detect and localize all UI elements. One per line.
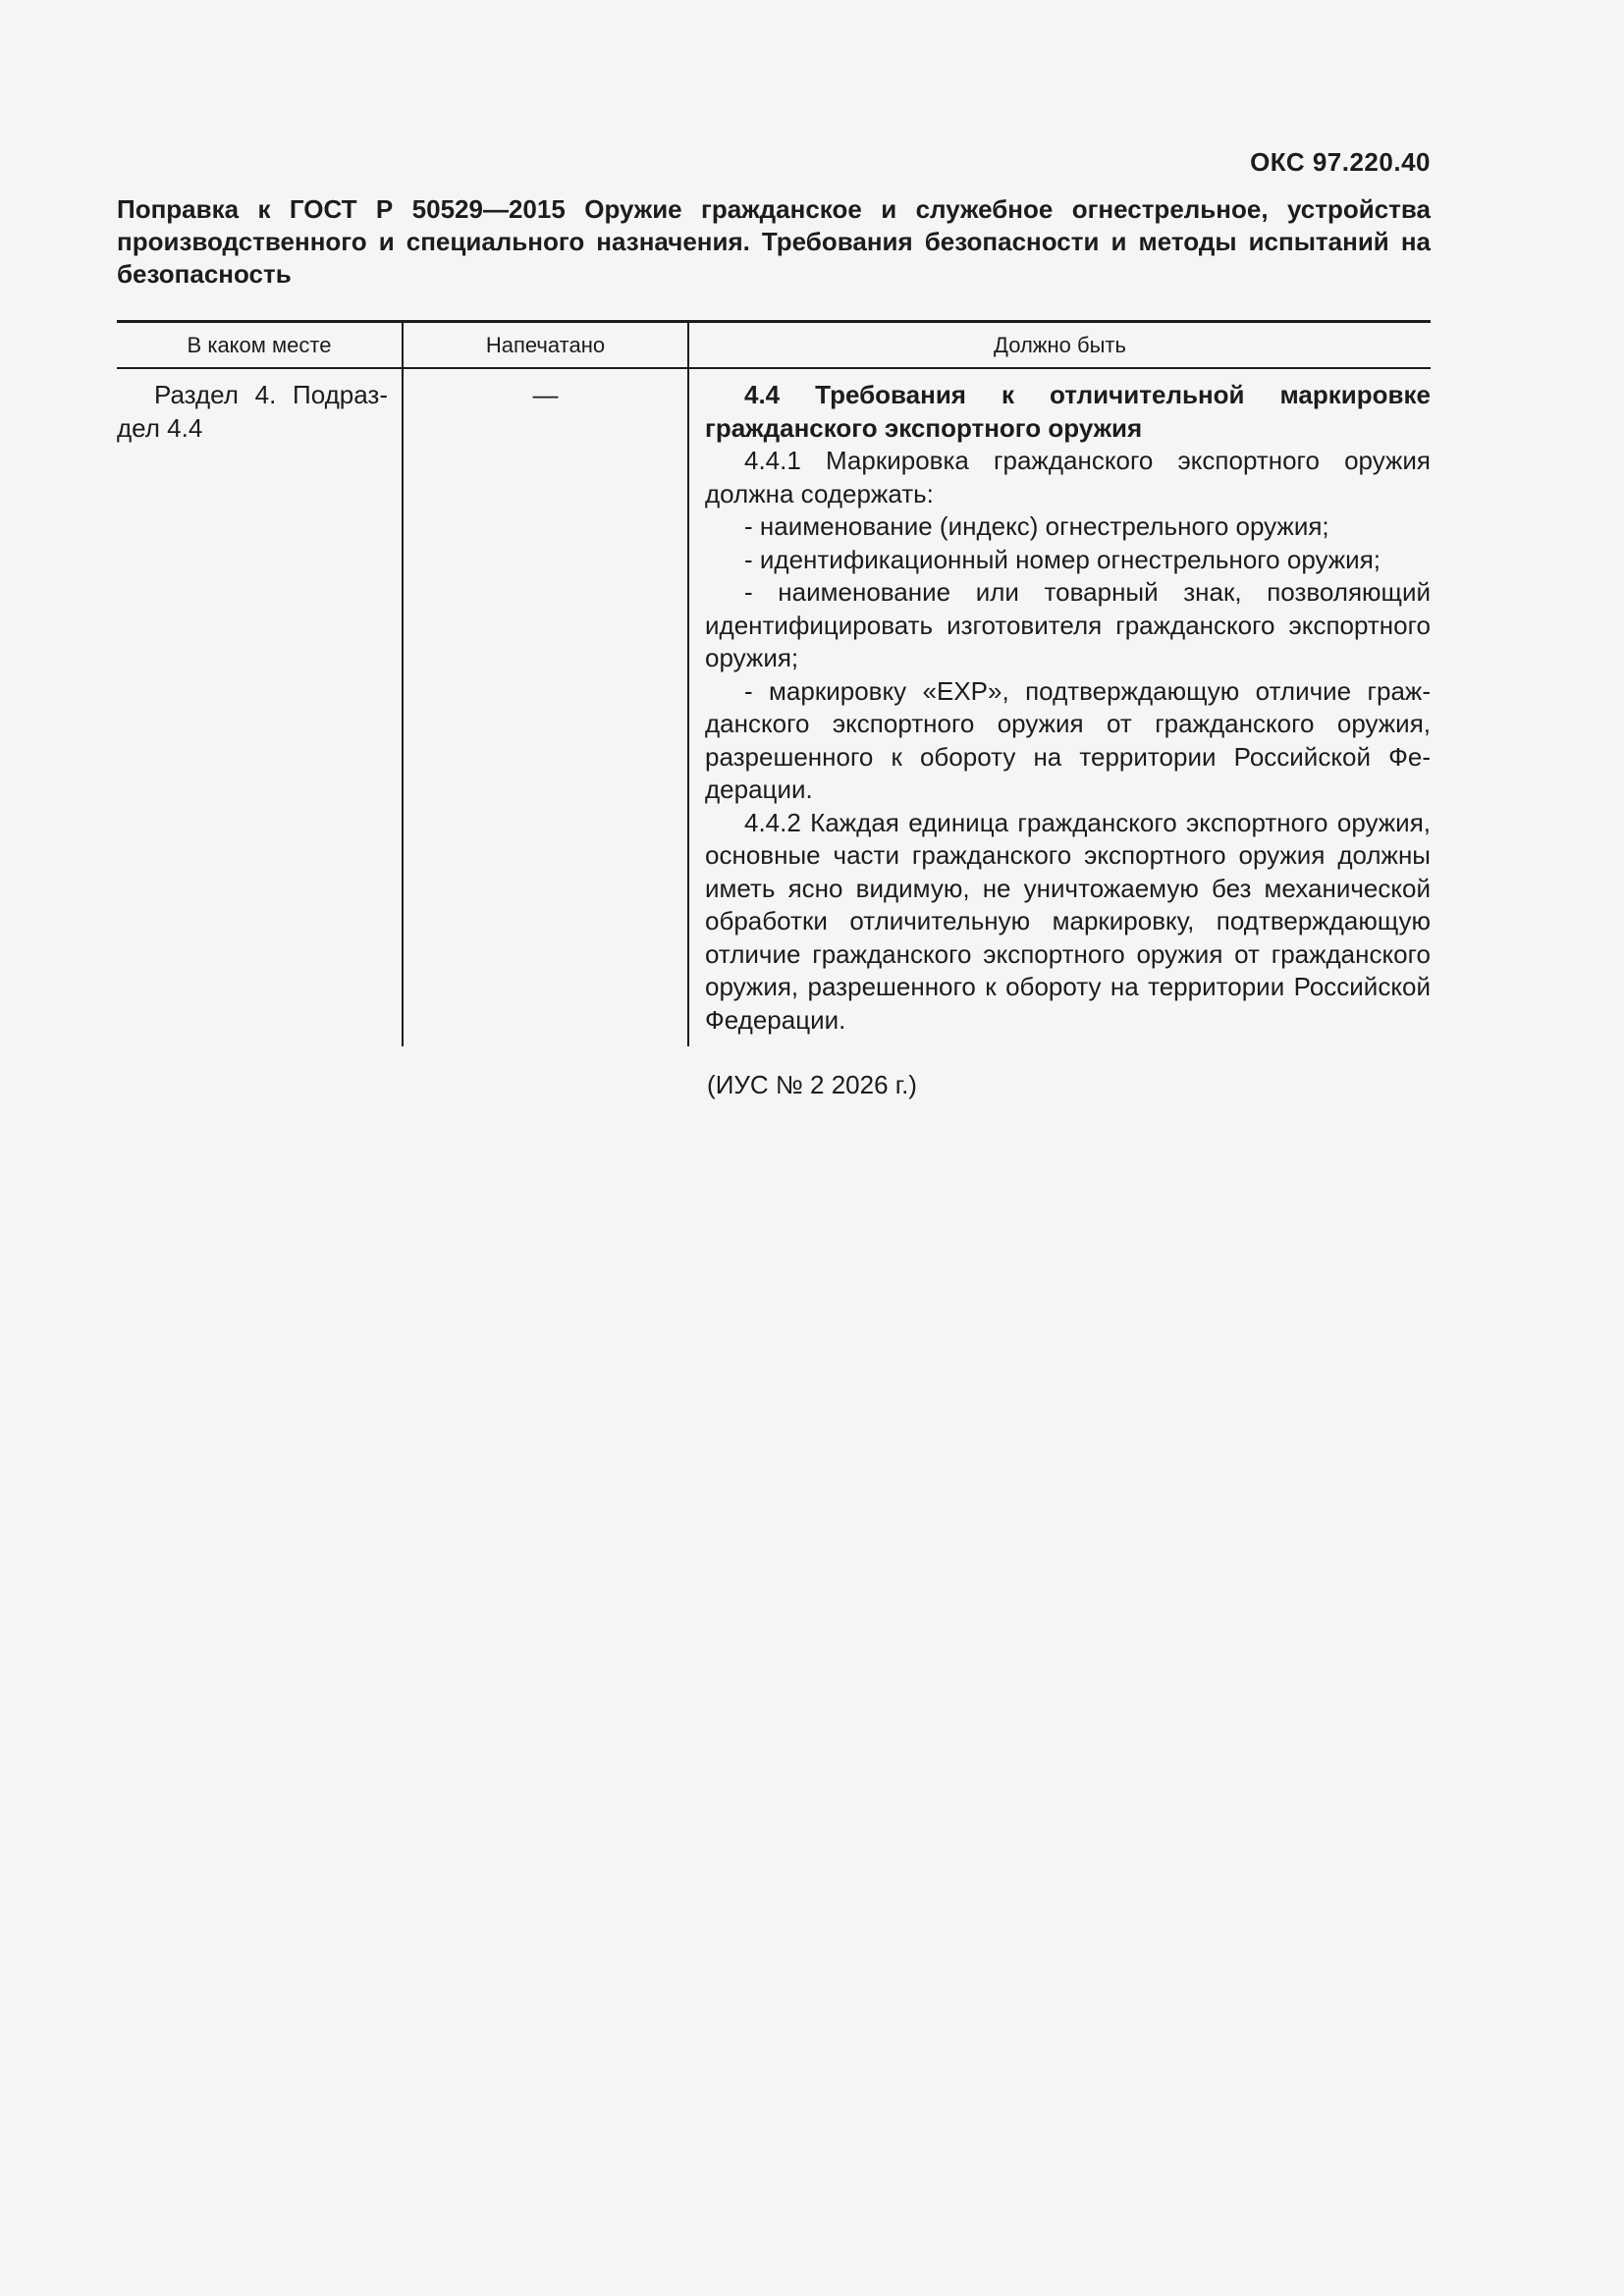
table-header-row (117, 322, 1431, 369)
cell-should-be (688, 368, 1431, 1046)
header-printed: Напечатано (403, 322, 688, 369)
paragraph-4-4-2: 4.4.2 Каждая единица гражданского экспортного оружия, основные части гражданского экспортного оружия должны иметь ясно видимую, не уничтожаемую без механической обработки отличительную маркировку, подтверждающую отличие гражданского экспортного оружия от гражданского оружия, разрешенного к обороту на территории Российской Федерации. (705, 807, 1431, 1035)
paragraph-4-4-1: 4.4.1 Маркировка гражданского экспортного оружия должна содержать: (705, 446, 1431, 508)
correction-table (117, 320, 1431, 1046)
list-item: - идентификационный номер огнестрельного оружия; (744, 544, 1381, 574)
section-heading: 4.4 Требования к отличительной маркировке гражданского экспортного оружия (705, 380, 1431, 443)
oks-code: ОКС 97.220.40 (1250, 147, 1431, 177)
cell-place (117, 368, 403, 1046)
header-place: В каком месте (117, 322, 403, 369)
ius-reference: (ИУС № 2 2026 г.) (707, 1070, 917, 1099)
table-row (117, 368, 1431, 1046)
place-text: Раздел 4. Подраздел 4.4 (117, 380, 388, 443)
list-item: - наименование (индекс) огнестрельного оружия; (744, 511, 1329, 541)
header-should-be: Должно быть (688, 322, 1431, 369)
list-item: - наименование или товарный знак, позволяющий идентифицировать изготовителя гражданского экспортного оружия; (705, 577, 1431, 672)
document-title: Поправка к ГОСТ Р 50529—2015 Оружие гражданское и служебное огнестрельное, устройства производственного и специального назначения. Требования безопасности и методы испытаний на безопасность (117, 194, 1431, 289)
cell-printed: — (403, 368, 688, 1046)
list-item: - маркировку «EXP», подтверждающую отличие гражданского экспортного оружия от гражданского оружия, разрешенного к обороту на территории Российской Федерации. (705, 675, 1431, 804)
